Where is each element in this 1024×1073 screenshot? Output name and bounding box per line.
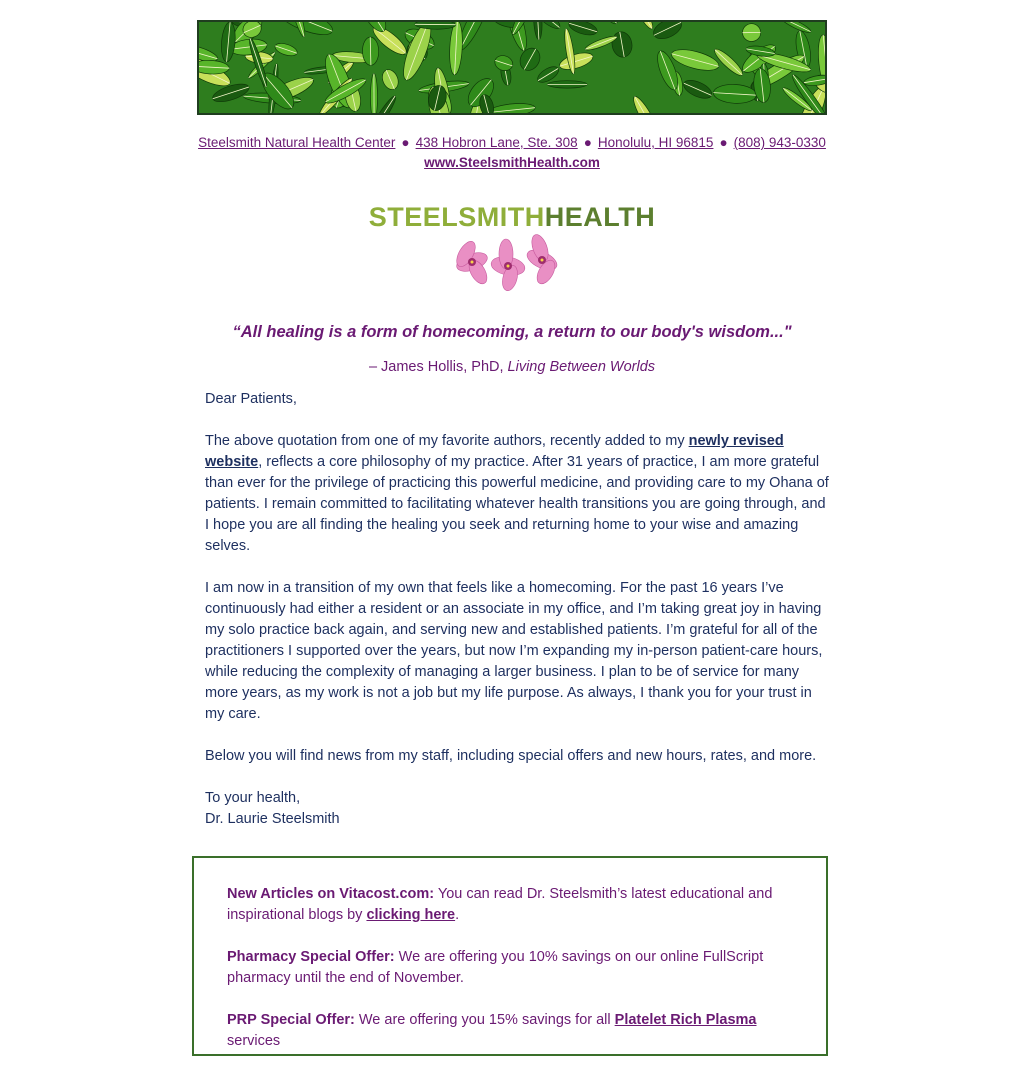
news-item-text: You can read Dr. Steelsmith’s latest educational and inspirational blogs by	[227, 886, 772, 923]
news-item-title: New Articles on Vitacost.com:	[227, 886, 434, 902]
news-item-text: We are offering you 10% savings on our online FullScript pharmacy until the end of November.	[227, 949, 763, 986]
bullet-separator: ●	[584, 133, 592, 153]
platelet-rich-plasma-link[interactable]: Platelet Rich Plasma	[615, 1012, 757, 1028]
letter-p1-before: The above quotation from one of my favorite authors, recently added to my	[205, 433, 689, 449]
logo-wordmark-part1: STEELSMITH	[369, 202, 545, 232]
address-line[interactable]	[0, 133, 1024, 153]
news-item-text: We are offering you 15% savings for all	[355, 1012, 615, 1028]
center-name-link[interactable]: Steelsmith Natural Health Center	[198, 135, 395, 150]
letter-body	[205, 389, 830, 830]
letter-paragraph-3: Below you will find news from my staff, including special offers and new hours, rates, and more.	[205, 746, 830, 767]
phone-link[interactable]: (808) 943-0330	[734, 135, 826, 150]
steelsmith-health-logo[interactable]	[352, 198, 672, 306]
letter-closing: To your health,	[205, 788, 830, 809]
news-item-title: Pharmacy Special Offer:	[227, 949, 395, 965]
news-item-end: .	[455, 907, 459, 923]
quote-author: – James Hollis, PhD,	[369, 359, 508, 375]
quote-book-title: Living Between Worlds	[508, 359, 656, 375]
letter-p1-after: , reflects a core philosophy of my practice. After 31 years of practice, I am more grateful than ever for the privilege of practicing this powerful medicine, and providing care to my Ohana of patients. I remain committed to facilitating whatever health transitions you are going through, and I hope you are all finding the healing you seek and returning home to your wise and amazing selves.	[205, 454, 829, 554]
featured-quote: “All healing is a form of homecoming, a return to our body's wisdom..."	[0, 323, 1024, 342]
website-link[interactable]: www.SteelsmithHealth.com	[424, 155, 600, 170]
address-block	[0, 133, 1024, 173]
letter-signature: Dr. Laurie Steelsmith	[205, 809, 830, 830]
bullet-separator: ●	[719, 133, 727, 153]
letter-paragraph-2: I am now in a transition of my own that feels like a homecoming. For the past 16 years I’ve continuously had either a resident or an associate in my office, and I’m taking great joy in having my solo practice back again, and serving new and established patients. I’m grateful for all of the practitioners I supported over the years, but now I’m expanding my in-person patient-care hours, while reducing the complexity of managing a larger business. I plan to be of service for many more years, as my work is not a job but my life purpose. As always, I thank you for your trust in my care.	[205, 578, 830, 725]
news-item-vitacost	[227, 884, 812, 926]
tropical-leaves-graphic	[199, 22, 825, 113]
revised-website-link[interactable]: newly revised website	[205, 433, 784, 470]
letter-greeting: Dear Patients,	[205, 389, 830, 410]
header-banner-image	[197, 20, 827, 115]
letter-paragraph-1	[205, 431, 830, 557]
news-item-end: services	[227, 1033, 280, 1049]
clicking-here-link[interactable]: clicking here	[366, 907, 455, 923]
quote-attribution	[0, 359, 1024, 375]
news-content	[227, 884, 812, 1073]
city-link[interactable]: Honolulu, HI 96815	[598, 135, 714, 150]
orchid-flowers-icon	[440, 226, 580, 306]
news-item-prp	[227, 1010, 812, 1052]
street-link[interactable]: 438 Hobron Lane, Ste. 308	[416, 135, 578, 150]
bullet-separator: ●	[401, 133, 409, 153]
logo-wordmark-part2: HEALTH	[545, 202, 656, 232]
news-item-pharmacy	[227, 947, 812, 989]
news-item-title: PRP Special Offer:	[227, 1012, 355, 1028]
